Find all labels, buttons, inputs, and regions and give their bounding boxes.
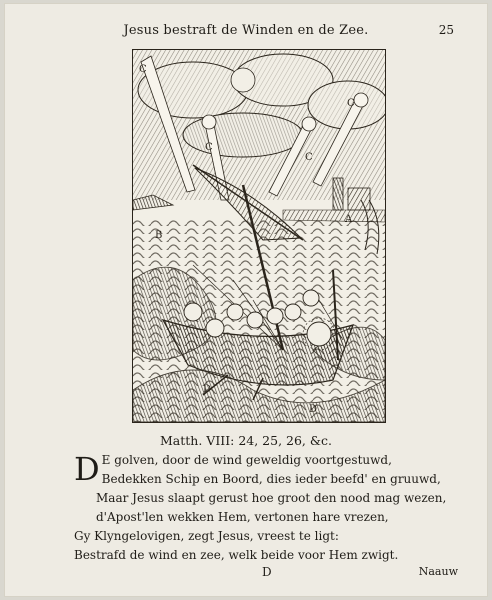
plate-letter: C	[305, 152, 313, 163]
poem-line: Bestrafd de wind en zee, welk beide voor Hem zwigt.	[74, 548, 399, 562]
plate-letter: C	[347, 98, 355, 109]
page-number: 25	[438, 23, 454, 37]
plate-letter: D	[203, 384, 212, 395]
page-sheet	[4, 3, 488, 597]
scripture-reference: Matth. VIII: 24, 25, 26, &c.	[160, 433, 332, 448]
poem	[74, 451, 474, 565]
plate-letter: B	[155, 230, 163, 241]
poem-line: Bedekken Schip en Boord, dies ieder beefd' en gruuwd,	[101, 472, 441, 486]
plate-letter: C	[205, 142, 213, 153]
poem-line: E golven, door de wind geweldig voortgestuwd,	[101, 453, 392, 467]
plate-letter: D	[309, 404, 318, 415]
catchword: Naauw	[418, 565, 458, 578]
plate-letter: A	[345, 214, 353, 225]
poem-line: Gy Klyngelovigen, zegt Jesus, vreest te ligt:	[74, 529, 339, 543]
plate-letter: C	[139, 64, 147, 75]
drop-cap: D	[74, 450, 100, 488]
poem-line: Maar Jesus slaapt gerust hoe groot den nood mag wezen,	[96, 491, 447, 505]
page-title: Jesus bestraft de Winden en de Zee.	[123, 23, 369, 38]
signature-mark: D	[262, 565, 272, 579]
poem-line: d'Apost'len wekken Hem, vertonen hare vrezen,	[96, 510, 389, 524]
engraving-illustration	[132, 49, 386, 423]
